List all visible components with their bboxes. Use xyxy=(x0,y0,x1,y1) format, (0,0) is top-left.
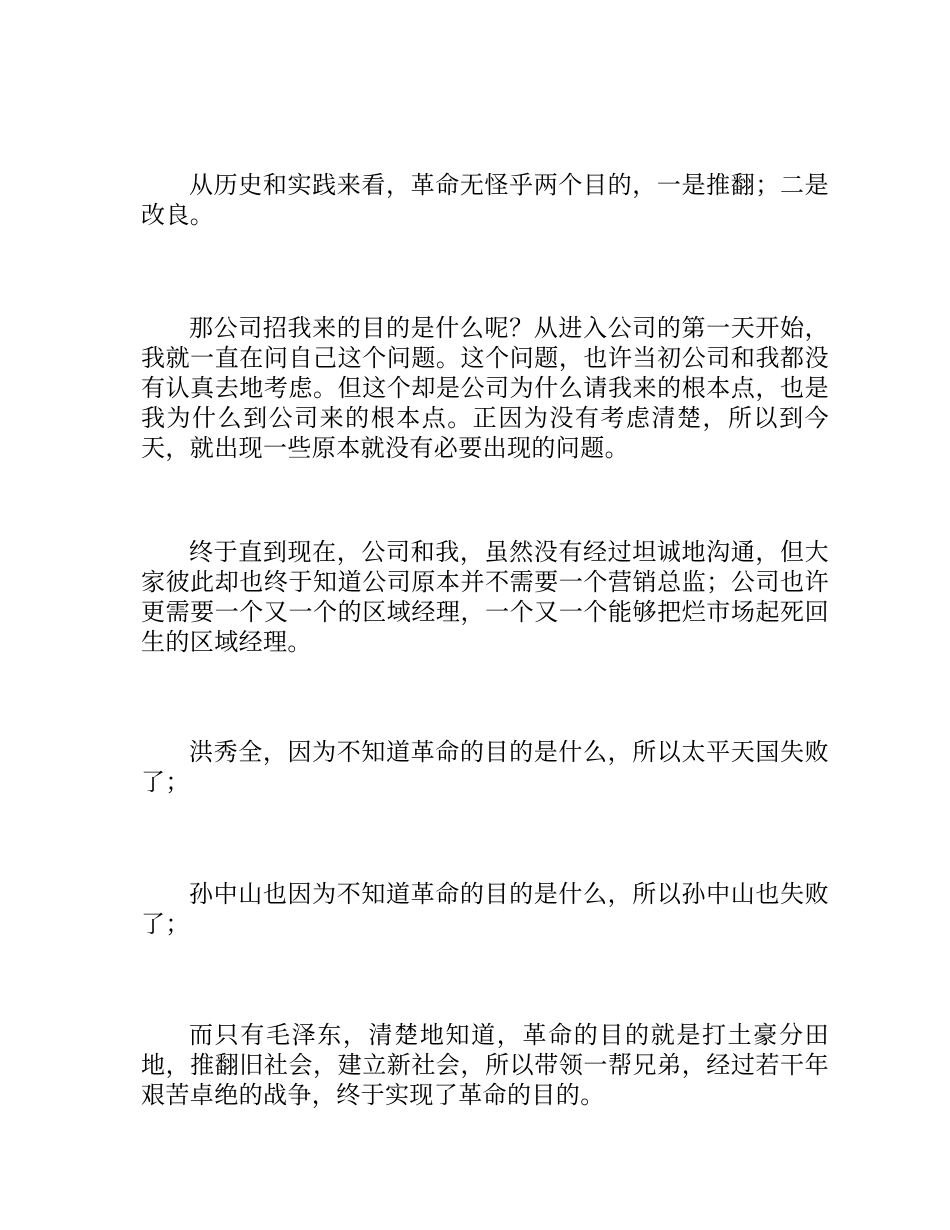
paragraph-sun-zhongshan: 孙中山也因为不知道革命的目的是什么，所以孙中山也失败了； xyxy=(141,880,829,938)
paragraph-mao-zedong: 而只有毛泽东，清楚地知道，革命的目的就是打土豪分田地，推翻旧社会，建立新社会，所以带领一帮兄弟，经过若干年艰苦卓绝的战争，终于实现了革命的目的。 xyxy=(141,1021,829,1109)
paragraph-hong-xiuquan: 洪秀全，因为不知道革命的目的是什么，所以太平天国失败了； xyxy=(141,738,829,796)
paragraph-revolution-goals: 从历史和实践来看，革命无怪乎两个目的，一是推翻；二是改良。 xyxy=(141,171,829,229)
paragraph-company-purpose: 那公司招我来的目的是什么呢？从进入公司的第一天开始，我就一直在问自己这个问题。这个问题，也许当初公司和我都没有认真去地考虑。但这个却是公司为什么请我来的根本点，也是我为什么到公司来的根本点。正因为没有考虑清楚，所以到今天，就出现一些原本就没有必要出现的问题。 xyxy=(141,314,829,462)
paragraph-regional-manager: 终于直到现在，公司和我，虽然没有经过坦诚地沟通，但大家彼此却也终于知道公司原本并不需要一个营销总监；公司也许更需要一个又一个的区域经理，一个又一个能够把烂市场起死回生的区域经理。 xyxy=(141,538,829,656)
